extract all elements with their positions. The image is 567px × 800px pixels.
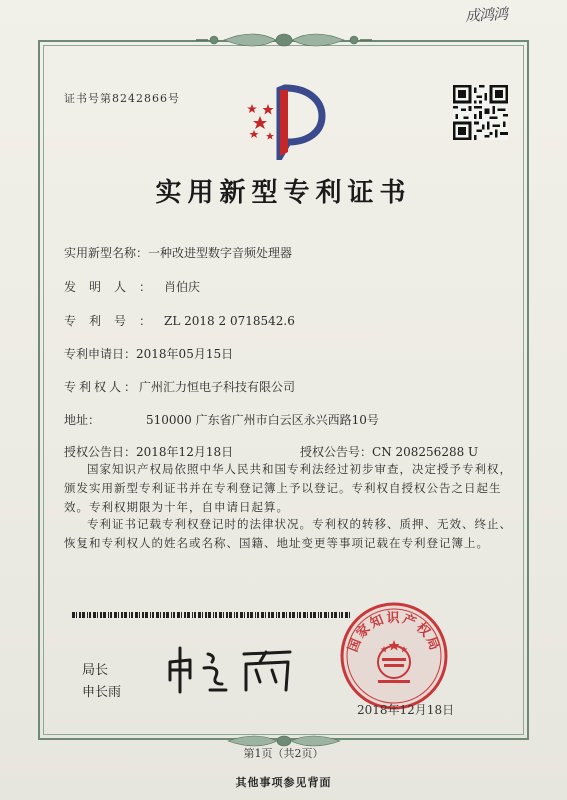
barcode-bar — [208, 612, 211, 618]
barcode-bar — [72, 612, 75, 618]
barcode-bar — [268, 612, 270, 618]
grant-number-value: CN 208256288 U — [372, 445, 479, 459]
barcode-bar — [255, 612, 256, 618]
barcode-bar — [299, 612, 301, 618]
barcode-bar — [202, 612, 203, 618]
barcode-bar — [135, 612, 138, 618]
barcode-bar — [240, 612, 243, 618]
barcode-bar — [286, 612, 287, 618]
inventor-field — [64, 278, 200, 295]
barcode-bar — [215, 612, 217, 618]
barcode-bar — [87, 612, 88, 618]
inventor-label: 发明人： — [64, 280, 165, 294]
barcode-bar — [289, 612, 291, 618]
signatory-name: 申长雨 — [82, 685, 122, 700]
patentee-value: 广州汇力恒电子科技有限公司 — [139, 380, 296, 394]
barcode-bar — [139, 612, 140, 618]
patentee-field — [64, 378, 295, 395]
signatory-role: 局长 — [82, 663, 109, 678]
official-seal-icon — [338, 600, 450, 712]
barcode-bar — [82, 612, 85, 618]
barcode-bar — [198, 612, 201, 618]
certificate-number: 证书号第8242866号 — [64, 92, 180, 105]
barcode-bar — [142, 612, 144, 618]
utility-model-name-field — [64, 244, 292, 261]
barcode-bar — [118, 612, 119, 618]
barcode-bar — [276, 612, 277, 618]
barcode-bar — [250, 612, 253, 618]
barcode-bar — [247, 612, 249, 618]
barcode-bar — [166, 612, 169, 618]
barcode-bar — [97, 612, 98, 618]
barcode-bar — [292, 612, 295, 618]
barcode-bar — [282, 612, 285, 618]
utility-model-name-label: 实用新型名称： — [64, 246, 149, 260]
address-value: 510000 广东省广州市白云区永兴西路10号 — [146, 413, 379, 427]
barcode-bar — [156, 612, 159, 618]
barcode-bar — [328, 612, 329, 618]
grant-date-label: 授权公告日： — [64, 445, 137, 459]
barcode-bar — [318, 612, 319, 618]
barcode-bar — [150, 612, 151, 618]
legal-paragraph-2: 专利证书记载专利权登记时的法律状况。专利权的转移、质押、无效、终止、恢复和专利权人的姓名或名称、国籍、地址变更等事项记载在专利登记簿上。 — [64, 517, 512, 550]
barcode-bar — [160, 612, 161, 618]
barcode-bar — [110, 612, 112, 618]
patentee-label: 专利权人： — [64, 380, 140, 394]
qr-code-icon — [453, 85, 508, 140]
barcode-bar — [297, 612, 298, 618]
barcode-bar — [145, 612, 148, 618]
barcode-bar — [320, 612, 322, 618]
grant-date-field — [64, 443, 233, 460]
patent-number-field — [64, 312, 295, 329]
barcode-bar — [307, 612, 308, 618]
address-label: 地址： — [64, 413, 101, 427]
top-ornament — [194, 30, 374, 56]
barcode-bar — [108, 612, 109, 618]
address-field — [64, 411, 379, 428]
handwritten-note: 成鸿鸿 — [464, 4, 508, 26]
seal-date: 2018年12月18日 — [357, 703, 455, 717]
footer-note: 其他事项参见背面 — [235, 776, 332, 789]
page-number: 第1页（共2页） — [243, 747, 324, 760]
barcode-bar — [265, 612, 266, 618]
barcode-bar — [93, 612, 96, 618]
barcode-bar — [171, 612, 172, 618]
barcode-bar — [226, 612, 228, 618]
grant-number-label: 授权公告号： — [300, 445, 373, 459]
barcode-bar — [303, 612, 306, 618]
barcode-bar — [163, 612, 165, 618]
barcode-bar — [310, 612, 312, 618]
barcode-bar — [271, 612, 274, 618]
barcode-bar — [234, 612, 235, 618]
barcode-bar — [121, 612, 123, 618]
barcode-bar — [219, 612, 222, 618]
barcode-bar — [131, 612, 133, 618]
barcode-bar — [244, 612, 245, 618]
inventor-value: 肖伯庆 — [164, 280, 201, 294]
barcode-bar — [194, 612, 196, 618]
barcode-bar — [192, 612, 193, 618]
patent-number-value: ZL 2018 2 0718542.6 — [164, 314, 295, 328]
barcode-bar — [331, 612, 333, 618]
barcode-strip — [72, 612, 352, 618]
barcode-bar — [79, 612, 81, 618]
barcode-bar — [324, 612, 327, 618]
barcode-bar — [103, 612, 106, 618]
certificate-title: 实用新型专利证书 — [155, 178, 412, 208]
barcode-bar — [261, 612, 264, 618]
filing-date-field — [64, 345, 233, 362]
barcode-bar — [89, 612, 91, 618]
barcode-bar — [129, 612, 130, 618]
barcode-bar — [173, 612, 175, 618]
filing-date-value: 2018年05月15日 — [136, 347, 234, 361]
barcode-bar — [184, 612, 186, 618]
handwritten-signature — [160, 640, 310, 700]
barcode-bar — [152, 612, 154, 618]
barcode-bar — [213, 612, 214, 618]
barcode-bar — [181, 612, 182, 618]
seal-text: 国家知识产权局 — [345, 611, 443, 655]
utility-model-name-value: 一种改进型数字音频处理器 — [148, 246, 293, 260]
barcode-bar — [205, 612, 207, 618]
legal-paragraph-1: 国家知识产权局依照中华人民共和国专利法经过初步审查，决定授予专利权，颁发实用新型专利证书并在专利登记簿上予以登记。专利权自授权公告之日起生效。专利权期限为十年，自申请日起算。 — [64, 462, 512, 514]
barcode-bar — [229, 612, 232, 618]
grant-number-field — [300, 443, 478, 460]
barcode-bar — [76, 612, 77, 618]
barcode-bar — [187, 612, 190, 618]
barcode-bar — [334, 612, 337, 618]
barcode-bar — [114, 612, 117, 618]
barcode-bar — [257, 612, 259, 618]
patent-number-label: 专利号： — [64, 314, 165, 328]
barcode-bar — [100, 612, 102, 618]
filing-date-label: 专利申请日： — [64, 347, 137, 361]
grant-date-value: 2018年12月18日 — [136, 445, 234, 459]
barcode-bar — [124, 612, 127, 618]
barcode-bar — [313, 612, 316, 618]
barcode-bar — [177, 612, 180, 618]
cnipa-logo-icon — [240, 80, 330, 160]
barcode-bar — [223, 612, 224, 618]
barcode-bar — [236, 612, 238, 618]
barcode-bar — [278, 612, 280, 618]
